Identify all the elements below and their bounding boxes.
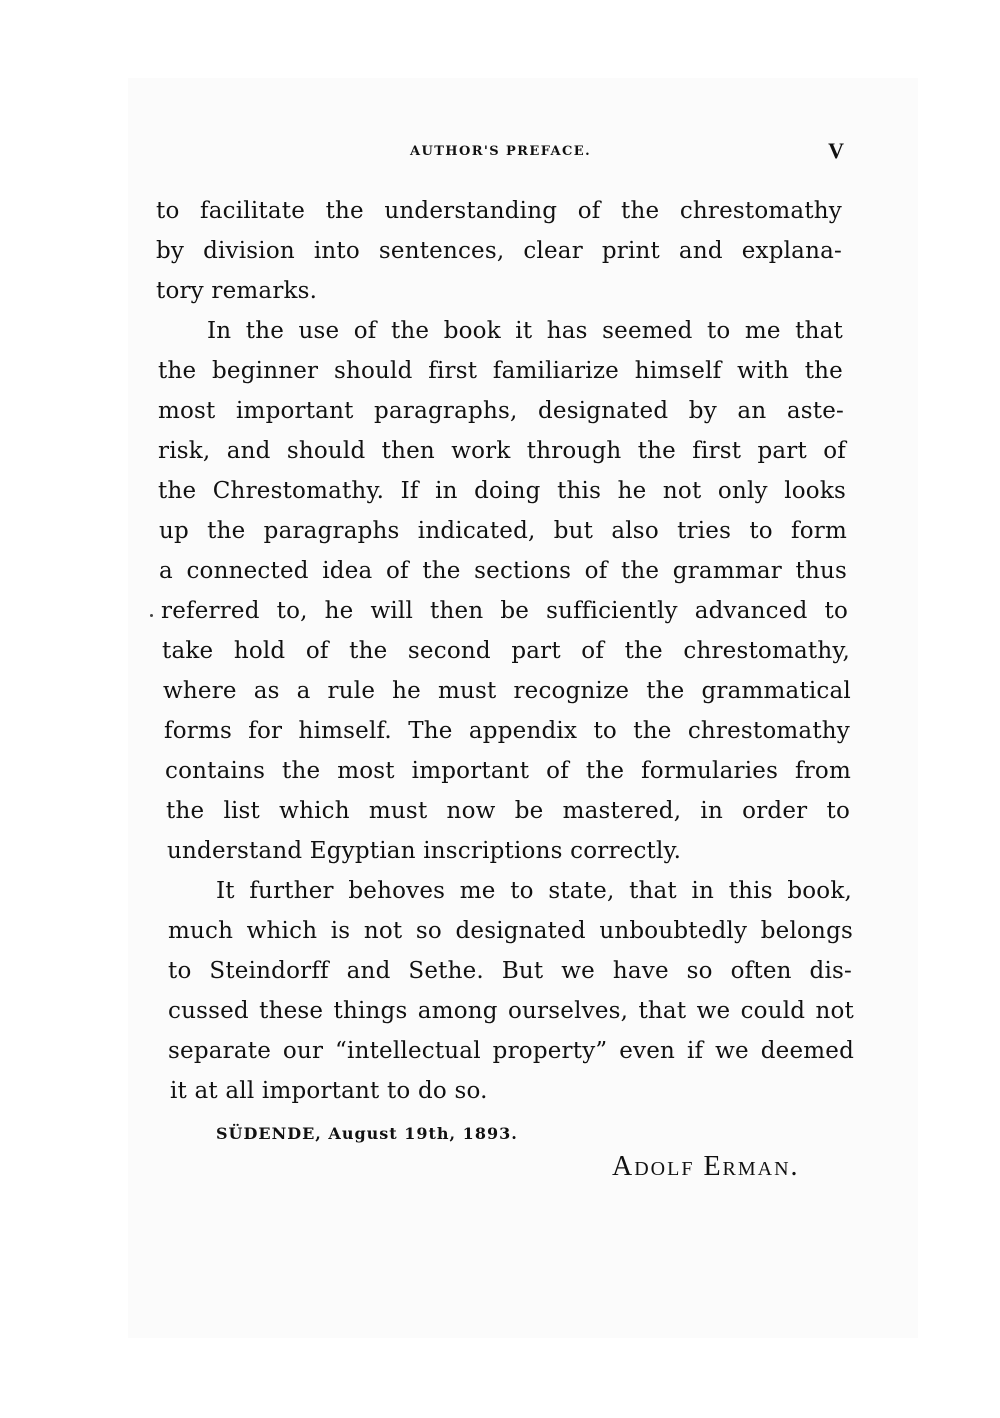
body-line: most important paragraphs, designated by an aste- [158,398,844,424]
stray-ink-mark [150,614,153,617]
body-line: a connected idea of the sections of the grammar thus [159,558,847,584]
page-number: V [828,138,844,163]
body-line: tory remarks. [156,278,318,304]
body-line: cussed these things among ourselves, that we could not [168,998,854,1024]
running-header [160,140,848,164]
body-line: up the paragraphs indicated, but also tries to form [159,518,847,544]
body-line: the list which must now be mastered, in order to [166,798,850,824]
body-line: separate our “intellectual property” even if we deemed [168,1038,854,1064]
author-signature: Adolf Erman. [612,1151,800,1182]
body-line: it at all important to do so. [170,1078,488,1104]
body-line: take hold of the second part of the chrestomathy, [162,638,850,664]
running-title: AUTHOR'S PREFACE. [410,144,592,159]
body-line: to facilitate the understanding of the chrestomathy [156,198,842,224]
body-line: the beginner should first familiarize himself with the [158,358,843,384]
body-line: forms for himself. The appendix to the chrestomathy [164,718,850,744]
body-line: by division into sentences, clear print and explana- [156,238,842,264]
dateline: SÜDENDE, August 19th, 1893. [216,1124,518,1143]
body-line: understand Egyptian inscriptions correctly. [167,838,682,864]
body-line: much which is not so designated unboubtedly belongs [168,918,853,944]
body-line: In the use of the book it has seemed to me that [207,318,843,344]
body-line: referred to, he will then be sufficiently advanced to [161,598,848,624]
body-line: risk, and should then work through the first part of [158,438,846,464]
scanned-page-area [128,78,918,1338]
body-line: contains the most important of the formularies from [165,758,851,784]
body-line: to Steindorff and Sethe. But we have so often dis- [168,958,852,984]
body-line: the Chrestomathy. If in doing this he not only looks [158,478,846,504]
body-line: where as a rule he must recognize the grammatical [163,678,851,704]
body-line: It further behoves me to state, that in this book, [216,878,852,904]
